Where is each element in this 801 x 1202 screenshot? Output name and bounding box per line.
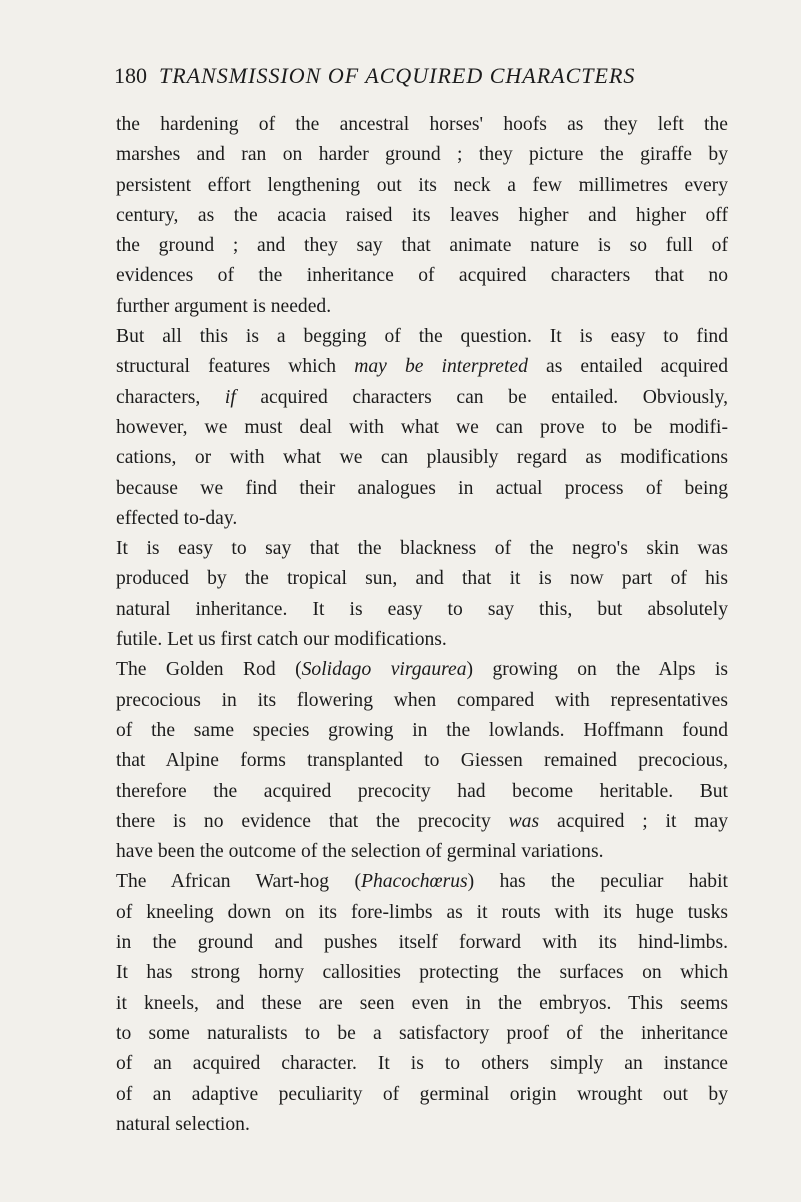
text-line: of an adaptive peculiarity of germinal origin wrought out by	[116, 1083, 728, 1105]
text-line: to some naturalists to be a satisfactory proof of the inheritance	[116, 1022, 728, 1044]
text-line: evidences of the inheritance of acquired characters that no	[116, 265, 728, 287]
text-line: futile. Let us first catch our modifications.	[116, 629, 447, 651]
body-text	[116, 110, 728, 1140]
text-line: the hardening of the ancestral horses' hoofs as they left the	[116, 114, 728, 135]
text-line: in the ground and pushes itself forward with its hind-limbs.	[116, 932, 728, 954]
page-number: 180	[114, 63, 147, 88]
running-title: TRANSMISSION OF ACQUIRED CHARACTERS	[159, 63, 636, 88]
text-line: of kneeling down on its fore-limbs as it routs with its huge tusks	[116, 901, 728, 923]
italic-text: Phacochœrus	[361, 871, 468, 893]
text-line: there is no evidence that the precocity was acquired ; it may	[116, 810, 728, 832]
page-header	[114, 63, 714, 95]
text-line: of an acquired character. It is to others simply an instance	[116, 1053, 728, 1075]
text-line: precocious in its flowering when compared with representatives	[116, 689, 728, 711]
text-line: characters, if acquired characters can be entailed. Obviously,	[116, 386, 729, 408]
text-line: effected to-day.	[116, 507, 238, 529]
text-line: it kneels, and these are seen even in the embryos. This seems	[116, 992, 728, 1014]
text-line: It has strong horny callosities protecting the surfaces on which	[116, 962, 728, 984]
text-line: marshes and ran on harder ground ; they picture the giraffe by	[116, 144, 728, 166]
text-line: structural features which may be interpreted as entailed acquired	[116, 356, 728, 378]
italic-text: was	[508, 810, 540, 832]
text-line: The African Wart-hog (Phacochœrus) has the peculiar habit	[116, 871, 728, 893]
text-line: the ground ; and they say that animate nature is so full of	[116, 235, 728, 257]
text-line: It is easy to say that the blackness of the negro's skin was	[116, 538, 728, 560]
text-line: that Alpine forms transplanted to Giessen remained precocious,	[116, 750, 728, 772]
italic-text: Solidago virgaurea	[301, 659, 467, 681]
text-line: century, as the acacia raised its leaves higher and higher off	[116, 204, 728, 226]
text-line: because we find their analogues in actual process of being	[116, 477, 728, 499]
text-line: persistent effort lengthening out its neck a few millimetres every	[116, 174, 728, 196]
text-line: produced by the tropical sun, and that it is now part of his	[116, 568, 728, 590]
text-line: The Golden Rod (Solidago virgaurea) growing on the Alps is	[116, 659, 729, 681]
text-line: But all this is a begging of the question. It is easy to find	[116, 326, 728, 348]
paragraph	[116, 655, 728, 867]
italic-text: may be interpreted	[354, 356, 528, 378]
paragraph	[116, 110, 728, 322]
text-line: cations, or with what we can plausibly regard as modifications	[116, 447, 728, 469]
text-line: have been the outcome of the selection of germinal variations.	[116, 841, 604, 863]
text-line: natural selection.	[116, 1113, 250, 1135]
paragraph	[116, 322, 728, 534]
text-line: further argument is needed.	[116, 295, 332, 317]
text-line: natural inheritance. It is easy to say this, but absolutely	[116, 598, 728, 620]
paragraph	[116, 867, 728, 1140]
text-line: of the same species growing in the lowlands. Hoffmann found	[116, 719, 728, 741]
italic-text: if	[224, 386, 236, 408]
text-line: therefore the acquired precocity had become heritable. But	[116, 780, 728, 802]
text-line: however, we must deal with what we can prove to be modifi-	[116, 416, 728, 438]
paragraph	[116, 534, 728, 655]
